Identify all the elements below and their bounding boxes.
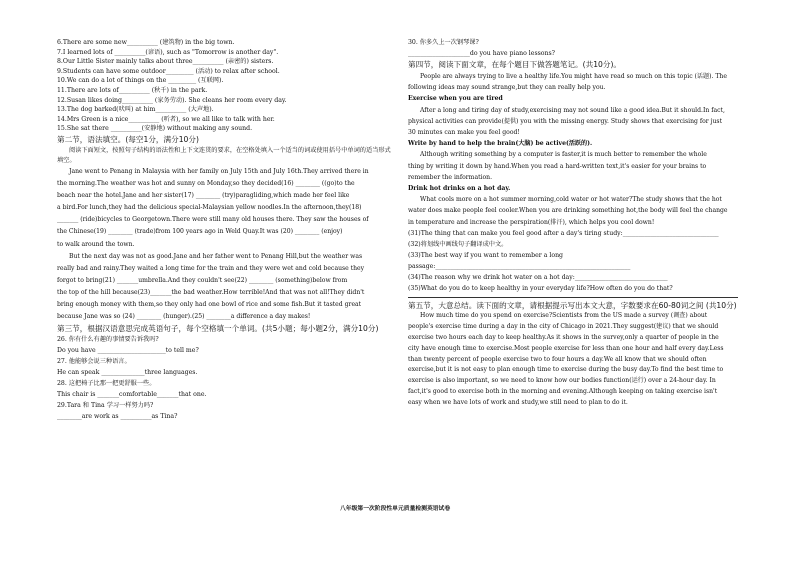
section3-heading: 第三节，根据汉语意思完成英语句子，每个空格填一个单词。(共5小题；每小题2分，满分10分) (57, 324, 379, 334)
passage-line: physical activities can provide(提供) you with the missing energy. Study shows that exercising for just (408, 117, 723, 125)
question-12: 12.Susan likes doing__________ (家务劳动). She cleans her room every day. (57, 96, 287, 104)
question-14: 14.Mrs Green is a nice__________ (听者), so we all like to talk with her. (57, 115, 275, 123)
passage-line: the top of the hill because(23)_______the bad weather.How terrible!And that was not all!They didn't (57, 288, 365, 296)
question-29-en: ________are work as __________as Tina? (57, 413, 178, 421)
question-35: (35)What do you do to keep healthy in your everyday life?How often do you do that? (408, 284, 673, 292)
passage-line: thing by writing it down by hand.When you read a hard-written text,it's easier for your brains to (408, 162, 707, 170)
passage-line: But the next day was not as good.Jane and her father went to Penang Hill,but the weather was (69, 252, 363, 260)
section2-heading: 第二节，语法填空。(每空1分，满分10分) (57, 134, 199, 144)
passage-line: exercise,but it is not easy to plan enough time to exercise during the busy day.To find the best time to (408, 366, 724, 374)
section4-heading: 第四节，阅读下面文章，在每个题目下做答题笔记。(共10分)。 (408, 60, 622, 69)
passage-line: a bird.For lunch,they had the delicious special-Malaysian yellow noodles.In the afternoon,they(18) (57, 204, 362, 212)
question-13: 13.The dog barked(吠叫) at him__________ (大声地). (57, 106, 214, 114)
passage-line: in temperature and increase the perspiration(排汗), which helps you cool down! (408, 218, 655, 226)
question-34: (34)The reason why we drink hot water on a hot day:______________________________ (408, 273, 668, 281)
question-28-en: This chair is _______comfortable_______that one. (57, 391, 207, 399)
question-27-zh: 27. 他能够会说三种语言。 (57, 358, 131, 366)
passage-line: After a long and tiring day of study,exercising may not sound like a good idea.But it should.In fact, (420, 106, 725, 114)
passage-line: remember the information. (408, 173, 493, 181)
passage-line: than twenty percent of people exercise two to four hours a day.We all know that we should often (408, 355, 707, 363)
passage-line: really bad and rainy.They waited a long time for the train and they were wet and cold because they (57, 264, 365, 272)
passage-line: How much time do you spend on exercise?Scientists from the US made a survey (调查) about (420, 312, 708, 320)
question-29-zh: 29.Tara 和 Tina 学习一样努力吗? (57, 402, 154, 410)
passage-line: forgot to bring(21) _______umbrella.And they couldn't see(22) ________ (something)below from (57, 276, 348, 284)
answer-line (408, 294, 738, 298)
grammar-passage (57, 166, 395, 323)
passage-line: 30 minutes can make you feel good! (408, 129, 520, 137)
passage-line: Jane went to Penang in Malaysia with her family on July 15th and July 16th.They arrived there in (69, 167, 369, 175)
left-column (57, 38, 395, 422)
subheading-write: Write by hand to help the brain(大脑) be active(活跃的). (408, 140, 593, 148)
passage-line: following ideas may sound strange,but they can really help you. (408, 84, 606, 92)
passage-line: exercise two hours each day to keep healthy.As it shows in the survey,only a quarter of people in the (408, 333, 719, 341)
right-column (408, 38, 748, 409)
passage-line: People are always trying to live a healthy life.You might have read so much on this topic (话题). The (420, 73, 727, 80)
passage-line: fact,it's good to exercise both in the morning and evening.Although keeping on taking exercise isn't (408, 387, 718, 395)
question-30-zh: 30. 你多久上一次钢琴课? (408, 39, 479, 46)
page-footer: 八年级第一次阶段性单元质量检测英语试卷 (340, 506, 451, 512)
question-15: 15.She sat there __________(安静地) without making any sound. (57, 125, 253, 133)
question-11: 11.There are lots of__________ (秋千) in the park. (57, 86, 208, 94)
passage-line: the morning.The weather was hot and sunny on Monday,so they decided(16) ________ ((go)to the (57, 180, 355, 188)
subheading-drink: Drink hot drinks on a hot day. (408, 185, 511, 193)
passage-line: the Chinese(19) ________ (trade)from 100 years ago in Weld Quay.It was (20) ________ (enjoy) (57, 228, 343, 236)
question-6: 6.There are some new__________ (建筑物) in the big town. (57, 39, 235, 46)
passage-line: _______ (ride)bicycles to Georgetown.There were still many old houses there. They saw the houses of (57, 216, 369, 224)
question-7: 7.I learned lots of __________(谚语), such as "Tomorrow is another day". (57, 48, 279, 56)
passage-line: What cools more on a hot summer morning,cold water or hot water?The study shows that the hot (420, 196, 722, 204)
question-33: (33)The best way if you want to remember a long (408, 251, 564, 259)
question-32: (32)将划线中画线句子翻译成中文。 (408, 240, 508, 248)
question-30-en: ____________________do you have piano lessons? (408, 49, 555, 57)
question-27-en: He can speak ______________three languages. (57, 369, 198, 377)
subheading-exercise: Exercise when you are tired (408, 95, 503, 103)
passage-line: because Jane was so (24) ________ (hunger).(25) ________a difference a day makes! (57, 313, 311, 321)
passage-line: water does make people feel cooler.When you are drinking something hot,the body will feel the change (408, 207, 728, 215)
passage-line: bring enough money with them,so they only had one bowl of rice and some fish.But it tasted great (57, 300, 362, 308)
section5-heading: 第五节，大意总结。读下面的文章，请根据提示写出本文大意，字数要求在60-80词之间 (共10分) (408, 300, 737, 310)
question-31: (31)The thing that can make you feel good after a day's tiring study:_______________________________ (408, 229, 719, 237)
note-questions (408, 228, 748, 298)
question-8: 8.Our Little Sister mainly talks about three__________ (亲密的) sisters. (57, 58, 274, 66)
section2-instruction: 阅读下面短文，按照句子结构的语法性和上下文连贯的要求，在空格处填入一个适当的词或使用括号中单词的适当形式填空。 (57, 146, 391, 164)
passage-line: city have enough time to exercise.Most people exercise for less than one hour and half every day.Less (408, 344, 724, 352)
vocab-items (57, 38, 395, 134)
passage-line: exercise is also important, so we need to know how our bodies function(运行) over a 24-hour day. In (408, 377, 716, 385)
question-9: 9.Students can have some outdoor_________ (活动) to relax after school. (57, 67, 280, 75)
question-28-zh: 28. 这把椅子比那一把更舒服一些。 (57, 380, 156, 388)
passage-line: beach near the hotel.Jane and her sister(17) ________ (try)paragliding,which made her feel like (57, 192, 350, 200)
question-26-zh: 26. 你有什么有趣的事情要告诉我吗? (57, 336, 159, 344)
translation-items (57, 334, 395, 422)
reading-passage (408, 71, 748, 228)
passage-line: Although writing something by a computer is faster,it is much better to remember the whole (420, 151, 707, 159)
question-26-en: Do you have ______________________to tell me? (57, 347, 199, 355)
passage-line: to walk around the town. (57, 240, 135, 248)
passage-line: people's exercise time during a day in the city of Chicago in 2021.They suggest(建议) that we should (408, 323, 719, 331)
summary-passage (408, 311, 748, 408)
question-10: 10.We can do a lot of things on the _________ (互联网). (57, 77, 224, 85)
passage-line: easy when we have lots of work and study,we still need to plan to do it. (408, 398, 628, 406)
question-33-blank: passage:_______________________________________________________________ (408, 262, 631, 270)
